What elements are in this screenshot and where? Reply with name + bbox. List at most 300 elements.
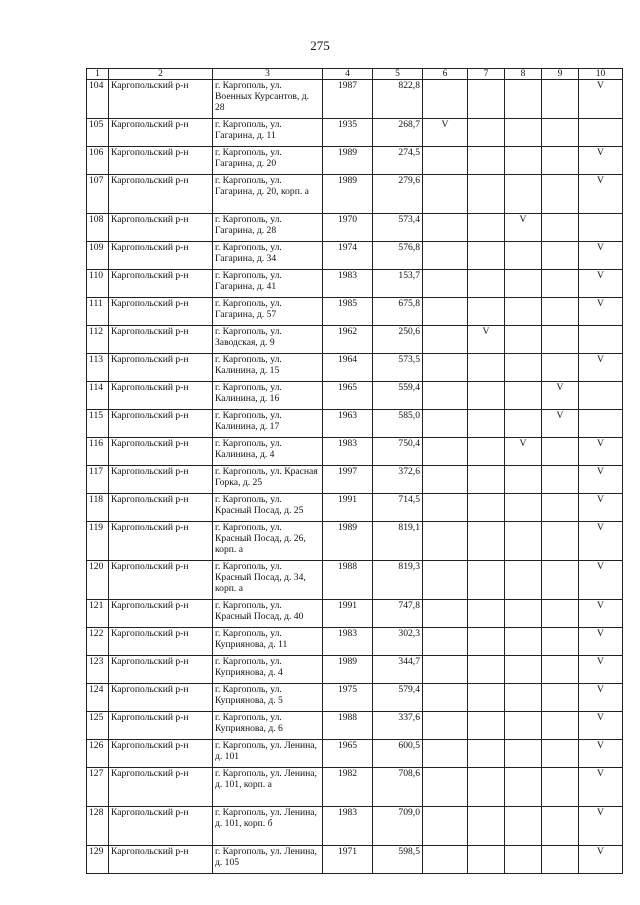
mark-cell-col6 xyxy=(423,846,468,874)
table-row xyxy=(87,354,623,382)
table-row xyxy=(87,628,623,656)
mark-cell-col9 xyxy=(542,242,579,270)
area-cell: 274,5 xyxy=(373,147,423,175)
address-cell: г. Каргополь, ул. Ленина, д. 101 xyxy=(213,740,323,768)
mark-cell-col8 xyxy=(505,175,542,214)
year-cell: 1971 xyxy=(323,846,373,874)
area-cell: 344,7 xyxy=(373,656,423,684)
mark-cell-col8: V xyxy=(505,438,542,466)
year-cell: 1975 xyxy=(323,684,373,712)
region-cell: Каргопольский р-н xyxy=(109,382,213,410)
area-cell: 709,0 xyxy=(373,807,423,846)
year-cell: 1989 xyxy=(323,656,373,684)
mark-cell-col10: V xyxy=(579,807,623,846)
address-cell: г. Каргополь, ул. Гагарина, д. 34 xyxy=(213,242,323,270)
address-cell: г. Каргополь, ул. Куприянова, д. 5 xyxy=(213,684,323,712)
table-row xyxy=(87,80,623,119)
mark-cell-col9 xyxy=(542,807,579,846)
row-number: 109 xyxy=(87,242,109,270)
mark-cell-col10: V xyxy=(579,561,623,600)
mark-cell-col10: V xyxy=(579,846,623,874)
row-number: 118 xyxy=(87,494,109,522)
mark-cell-col8 xyxy=(505,807,542,846)
mark-cell-col7 xyxy=(468,684,505,712)
mark-cell-col7 xyxy=(468,600,505,628)
mark-cell-col8 xyxy=(505,494,542,522)
column-header: 5 xyxy=(373,69,423,80)
address-cell: г. Каргополь, ул. Заводская, д. 9 xyxy=(213,326,323,354)
table-row xyxy=(87,768,623,807)
column-header: 6 xyxy=(423,69,468,80)
mark-cell-col8 xyxy=(505,561,542,600)
mark-cell-col8: V xyxy=(505,214,542,242)
year-cell: 1997 xyxy=(323,466,373,494)
address-cell: г. Каргополь, ул. Калинина, д. 15 xyxy=(213,354,323,382)
row-number: 115 xyxy=(87,410,109,438)
mark-cell-col9 xyxy=(542,846,579,874)
area-cell: 573,4 xyxy=(373,214,423,242)
mark-cell-col8 xyxy=(505,684,542,712)
mark-cell-col10: V xyxy=(579,628,623,656)
region-cell: Каргопольский р-н xyxy=(109,522,213,561)
mark-cell-col7 xyxy=(468,175,505,214)
address-cell: г. Каргополь, ул. Красный Посад, д. 34, корп. а xyxy=(213,561,323,600)
address-cell: г. Каргополь, ул. Гагарина, д. 41 xyxy=(213,270,323,298)
mark-cell-col10: V xyxy=(579,740,623,768)
address-cell: г. Каргополь, ул. Гагарина, д. 11 xyxy=(213,119,323,147)
area-cell: 279,6 xyxy=(373,175,423,214)
table-row xyxy=(87,600,623,628)
table-row xyxy=(87,561,623,600)
mark-cell-col7 xyxy=(468,147,505,175)
region-cell: Каргопольский р-н xyxy=(109,561,213,600)
mark-cell-col8 xyxy=(505,740,542,768)
table-row xyxy=(87,147,623,175)
year-cell: 1935 xyxy=(323,119,373,147)
mark-cell-col6 xyxy=(423,382,468,410)
year-cell: 1991 xyxy=(323,600,373,628)
row-number: 104 xyxy=(87,80,109,119)
mark-cell-col7 xyxy=(468,768,505,807)
mark-cell-col7 xyxy=(468,80,505,119)
year-cell: 1970 xyxy=(323,214,373,242)
area-cell: 372,6 xyxy=(373,466,423,494)
table-row xyxy=(87,656,623,684)
address-cell: г. Каргополь, ул. Гагарина, д. 20, корп. а xyxy=(213,175,323,214)
mark-cell-col8 xyxy=(505,298,542,326)
area-cell: 573,5 xyxy=(373,354,423,382)
year-cell: 1988 xyxy=(323,561,373,600)
mark-cell-col6 xyxy=(423,600,468,628)
mark-cell-col7 xyxy=(468,270,505,298)
mark-cell-col8 xyxy=(505,768,542,807)
mark-cell-col7 xyxy=(468,494,505,522)
mark-cell-col7 xyxy=(468,846,505,874)
address-cell: г. Каргополь, ул. Куприянова, д. 11 xyxy=(213,628,323,656)
region-cell: Каргопольский р-н xyxy=(109,147,213,175)
region-cell: Каргопольский р-н xyxy=(109,80,213,119)
row-number: 117 xyxy=(87,466,109,494)
year-cell: 1965 xyxy=(323,740,373,768)
mark-cell-col9 xyxy=(542,147,579,175)
row-number: 129 xyxy=(87,846,109,874)
mark-cell-col9 xyxy=(542,214,579,242)
area-cell: 598,5 xyxy=(373,846,423,874)
mark-cell-col9 xyxy=(542,175,579,214)
column-header: 4 xyxy=(323,69,373,80)
mark-cell-col6 xyxy=(423,466,468,494)
table-row xyxy=(87,175,623,214)
region-cell: Каргопольский р-н xyxy=(109,768,213,807)
area-cell: 750,4 xyxy=(373,438,423,466)
mark-cell-col7 xyxy=(468,354,505,382)
column-header: 3 xyxy=(213,69,323,80)
mark-cell-col10: V xyxy=(579,147,623,175)
mark-cell-col7 xyxy=(468,807,505,846)
year-cell: 1989 xyxy=(323,175,373,214)
row-number: 121 xyxy=(87,600,109,628)
address-cell: г. Каргополь, ул. Куприянова, д. 4 xyxy=(213,656,323,684)
area-cell: 337,6 xyxy=(373,712,423,740)
address-cell: г. Каргополь, ул. Ленина, д. 101, корп. б xyxy=(213,807,323,846)
mark-cell-col6 xyxy=(423,740,468,768)
mark-cell-col6 xyxy=(423,628,468,656)
year-cell: 1963 xyxy=(323,410,373,438)
area-cell: 576,8 xyxy=(373,242,423,270)
table-row xyxy=(87,846,623,874)
mark-cell-col9 xyxy=(542,561,579,600)
region-cell: Каргопольский р-н xyxy=(109,298,213,326)
row-number: 125 xyxy=(87,712,109,740)
region-cell: Каргопольский р-н xyxy=(109,494,213,522)
area-cell: 250,6 xyxy=(373,326,423,354)
mark-cell-col10: V xyxy=(579,684,623,712)
row-number: 128 xyxy=(87,807,109,846)
region-cell: Каргопольский р-н xyxy=(109,438,213,466)
mark-cell-col6 xyxy=(423,656,468,684)
table-row xyxy=(87,740,623,768)
year-cell: 1964 xyxy=(323,354,373,382)
mark-cell-col10: V xyxy=(579,80,623,119)
mark-cell-col7 xyxy=(468,410,505,438)
area-cell: 559,4 xyxy=(373,382,423,410)
mark-cell-col6 xyxy=(423,242,468,270)
mark-cell-col6 xyxy=(423,80,468,119)
mark-cell-col10 xyxy=(579,382,623,410)
mark-cell-col9 xyxy=(542,466,579,494)
column-number-row xyxy=(87,69,623,80)
row-number: 114 xyxy=(87,382,109,410)
mark-cell-col10: V xyxy=(579,600,623,628)
mark-cell-col6 xyxy=(423,438,468,466)
region-cell: Каргопольский р-н xyxy=(109,214,213,242)
table-row xyxy=(87,807,623,846)
region-cell: Каргопольский р-н xyxy=(109,410,213,438)
region-cell: Каргопольский р-н xyxy=(109,354,213,382)
mark-cell-col8 xyxy=(505,600,542,628)
region-cell: Каргопольский р-н xyxy=(109,175,213,214)
mark-cell-col8 xyxy=(505,80,542,119)
mark-cell-col10: V xyxy=(579,656,623,684)
mark-cell-col9 xyxy=(542,740,579,768)
mark-cell-col7 xyxy=(468,522,505,561)
region-cell: Каргопольский р-н xyxy=(109,242,213,270)
mark-cell-col9 xyxy=(542,768,579,807)
address-cell: г. Каргополь, ул. Гагарина, д. 57 xyxy=(213,298,323,326)
mark-cell-col8 xyxy=(505,410,542,438)
mark-cell-col6 xyxy=(423,214,468,242)
mark-cell-col9 xyxy=(542,712,579,740)
area-cell: 153,7 xyxy=(373,270,423,298)
row-number: 120 xyxy=(87,561,109,600)
mark-cell-col10: V xyxy=(579,270,623,298)
region-cell: Каргопольский р-н xyxy=(109,807,213,846)
mark-cell-col9 xyxy=(542,522,579,561)
mark-cell-col8 xyxy=(505,656,542,684)
area-cell: 579,4 xyxy=(373,684,423,712)
mark-cell-col8 xyxy=(505,270,542,298)
table-row xyxy=(87,270,623,298)
mark-cell-col10: V xyxy=(579,494,623,522)
mark-cell-col9 xyxy=(542,80,579,119)
column-header: 8 xyxy=(505,69,542,80)
table-row xyxy=(87,214,623,242)
table-row xyxy=(87,684,623,712)
mark-cell-col9 xyxy=(542,326,579,354)
year-cell: 1983 xyxy=(323,438,373,466)
mark-cell-col10: V xyxy=(579,242,623,270)
mark-cell-col10: V xyxy=(579,298,623,326)
mark-cell-col9 xyxy=(542,494,579,522)
table-row xyxy=(87,466,623,494)
row-number: 111 xyxy=(87,298,109,326)
mark-cell-col8 xyxy=(505,382,542,410)
mark-cell-col9 xyxy=(542,270,579,298)
mark-cell-col7 xyxy=(468,438,505,466)
mark-cell-col10 xyxy=(579,410,623,438)
mark-cell-col8 xyxy=(505,628,542,656)
area-cell: 747,8 xyxy=(373,600,423,628)
mark-cell-col8 xyxy=(505,354,542,382)
address-cell: г. Каргополь, ул. Калинина, д. 4 xyxy=(213,438,323,466)
mark-cell-col8 xyxy=(505,326,542,354)
region-cell: Каргопольский р-н xyxy=(109,600,213,628)
mark-cell-col10: V xyxy=(579,522,623,561)
mark-cell-col9 xyxy=(542,684,579,712)
mark-cell-col10 xyxy=(579,214,623,242)
address-cell: г. Каргополь, ул. Военных Курсантов, д. 28 xyxy=(213,80,323,119)
mark-cell-col9 xyxy=(542,298,579,326)
mark-cell-col8 xyxy=(505,147,542,175)
region-cell: Каргопольский р-н xyxy=(109,846,213,874)
region-cell: Каргопольский р-н xyxy=(109,740,213,768)
column-header: 2 xyxy=(109,69,213,80)
year-cell: 1989 xyxy=(323,522,373,561)
mark-cell-col8 xyxy=(505,466,542,494)
area-cell: 585,0 xyxy=(373,410,423,438)
address-cell: г. Каргополь, ул. Ленина, д. 105 xyxy=(213,846,323,874)
column-header: 7 xyxy=(468,69,505,80)
year-cell: 1974 xyxy=(323,242,373,270)
row-number: 110 xyxy=(87,270,109,298)
address-cell: г. Каргополь, ул. Гагарина, д. 28 xyxy=(213,214,323,242)
row-number: 116 xyxy=(87,438,109,466)
mark-cell-col7 xyxy=(468,382,505,410)
mark-cell-col10: V xyxy=(579,354,623,382)
mark-cell-col6 xyxy=(423,561,468,600)
row-number: 106 xyxy=(87,147,109,175)
row-number: 119 xyxy=(87,522,109,561)
mark-cell-col8 xyxy=(505,846,542,874)
mark-cell-col6 xyxy=(423,270,468,298)
area-cell: 714,5 xyxy=(373,494,423,522)
mark-cell-col9 xyxy=(542,628,579,656)
mark-cell-col7 xyxy=(468,119,505,147)
mark-cell-col6 xyxy=(423,768,468,807)
column-header: 1 xyxy=(87,69,109,80)
mark-cell-col6 xyxy=(423,298,468,326)
mark-cell-col6 xyxy=(423,712,468,740)
mark-cell-col9 xyxy=(542,119,579,147)
mark-cell-col10: V xyxy=(579,712,623,740)
row-number: 124 xyxy=(87,684,109,712)
year-cell: 1983 xyxy=(323,270,373,298)
year-cell: 1983 xyxy=(323,807,373,846)
mark-cell-col6 xyxy=(423,175,468,214)
row-number: 123 xyxy=(87,656,109,684)
mark-cell-col9: V xyxy=(542,410,579,438)
mark-cell-col6 xyxy=(423,522,468,561)
row-number: 127 xyxy=(87,768,109,807)
year-cell: 1982 xyxy=(323,768,373,807)
area-cell: 675,8 xyxy=(373,298,423,326)
mark-cell-col6 xyxy=(423,494,468,522)
address-cell: г. Каргополь, ул. Куприянова, д. 6 xyxy=(213,712,323,740)
mark-cell-col7 xyxy=(468,298,505,326)
table-row xyxy=(87,522,623,561)
mark-cell-col7 xyxy=(468,214,505,242)
mark-cell-col8 xyxy=(505,242,542,270)
mark-cell-col9 xyxy=(542,600,579,628)
address-cell: г. Каргополь, ул. Красный Посад, д. 25 xyxy=(213,494,323,522)
mark-cell-col7 xyxy=(468,656,505,684)
table-row xyxy=(87,494,623,522)
mark-cell-col7 xyxy=(468,561,505,600)
mark-cell-col10: V xyxy=(579,175,623,214)
row-number: 105 xyxy=(87,119,109,147)
mark-cell-col8 xyxy=(505,712,542,740)
table-row xyxy=(87,326,623,354)
table-row xyxy=(87,298,623,326)
region-cell: Каргопольский р-н xyxy=(109,466,213,494)
mark-cell-col6 xyxy=(423,326,468,354)
row-number: 112 xyxy=(87,326,109,354)
mark-cell-col9 xyxy=(542,656,579,684)
table-row xyxy=(87,119,623,147)
address-cell: г. Каргополь, ул. Калинина, д. 17 xyxy=(213,410,323,438)
row-number: 122 xyxy=(87,628,109,656)
area-cell: 708,6 xyxy=(373,768,423,807)
mark-cell-col6 xyxy=(423,684,468,712)
table-body xyxy=(87,80,623,874)
mark-cell-col7: V xyxy=(468,326,505,354)
column-header: 10 xyxy=(579,69,623,80)
mark-cell-col7 xyxy=(468,712,505,740)
area-cell: 600,5 xyxy=(373,740,423,768)
table-row xyxy=(87,410,623,438)
address-cell: г. Каргополь, ул. Красный Посад, д. 40 xyxy=(213,600,323,628)
year-cell: 1991 xyxy=(323,494,373,522)
column-header: 9 xyxy=(542,69,579,80)
region-cell: Каргопольский р-н xyxy=(109,656,213,684)
row-number: 113 xyxy=(87,354,109,382)
region-cell: Каргопольский р-н xyxy=(109,270,213,298)
mark-cell-col7 xyxy=(468,466,505,494)
region-cell: Каргопольский р-н xyxy=(109,684,213,712)
area-cell: 822,8 xyxy=(373,80,423,119)
region-cell: Каргопольский р-н xyxy=(109,628,213,656)
row-number: 126 xyxy=(87,740,109,768)
buildings-table xyxy=(86,68,623,874)
mark-cell-col10: V xyxy=(579,466,623,494)
mark-cell-col10: V xyxy=(579,438,623,466)
mark-cell-col9 xyxy=(542,354,579,382)
row-number: 107 xyxy=(87,175,109,214)
mark-cell-col10 xyxy=(579,326,623,354)
year-cell: 1962 xyxy=(323,326,373,354)
area-cell: 819,1 xyxy=(373,522,423,561)
mark-cell-col6: V xyxy=(423,119,468,147)
mark-cell-col8 xyxy=(505,522,542,561)
mark-cell-col7 xyxy=(468,242,505,270)
mark-cell-col6 xyxy=(423,147,468,175)
mark-cell-col7 xyxy=(468,628,505,656)
year-cell: 1989 xyxy=(323,147,373,175)
mark-cell-col8 xyxy=(505,119,542,147)
table-row xyxy=(87,242,623,270)
mark-cell-col10 xyxy=(579,119,623,147)
year-cell: 1987 xyxy=(323,80,373,119)
region-cell: Каргопольский р-н xyxy=(109,119,213,147)
region-cell: Каргопольский р-н xyxy=(109,326,213,354)
mark-cell-col9 xyxy=(542,438,579,466)
mark-cell-col9: V xyxy=(542,382,579,410)
address-cell: г. Каргополь, ул. Красный Посад, д. 26, корп. а xyxy=(213,522,323,561)
table-row xyxy=(87,382,623,410)
year-cell: 1988 xyxy=(323,712,373,740)
year-cell: 1965 xyxy=(323,382,373,410)
address-cell: г. Каргополь, ул. Калинина, д. 16 xyxy=(213,382,323,410)
mark-cell-col6 xyxy=(423,354,468,382)
year-cell: 1985 xyxy=(323,298,373,326)
mark-cell-col7 xyxy=(468,740,505,768)
address-cell: г. Каргополь, ул. Гагарина, д. 20 xyxy=(213,147,323,175)
row-number: 108 xyxy=(87,214,109,242)
area-cell: 819,3 xyxy=(373,561,423,600)
mark-cell-col10: V xyxy=(579,768,623,807)
page-number: 275 xyxy=(310,38,330,53)
area-cell: 268,7 xyxy=(373,119,423,147)
address-cell: г. Каргополь, ул. Ленина, д. 101, корп. а xyxy=(213,768,323,807)
table-row xyxy=(87,438,623,466)
region-cell: Каргопольский р-н xyxy=(109,712,213,740)
mark-cell-col6 xyxy=(423,410,468,438)
mark-cell-col6 xyxy=(423,807,468,846)
year-cell: 1983 xyxy=(323,628,373,656)
address-cell: г. Каргополь, ул. Красная Горка, д. 25 xyxy=(213,466,323,494)
area-cell: 302,3 xyxy=(373,628,423,656)
table-row xyxy=(87,712,623,740)
